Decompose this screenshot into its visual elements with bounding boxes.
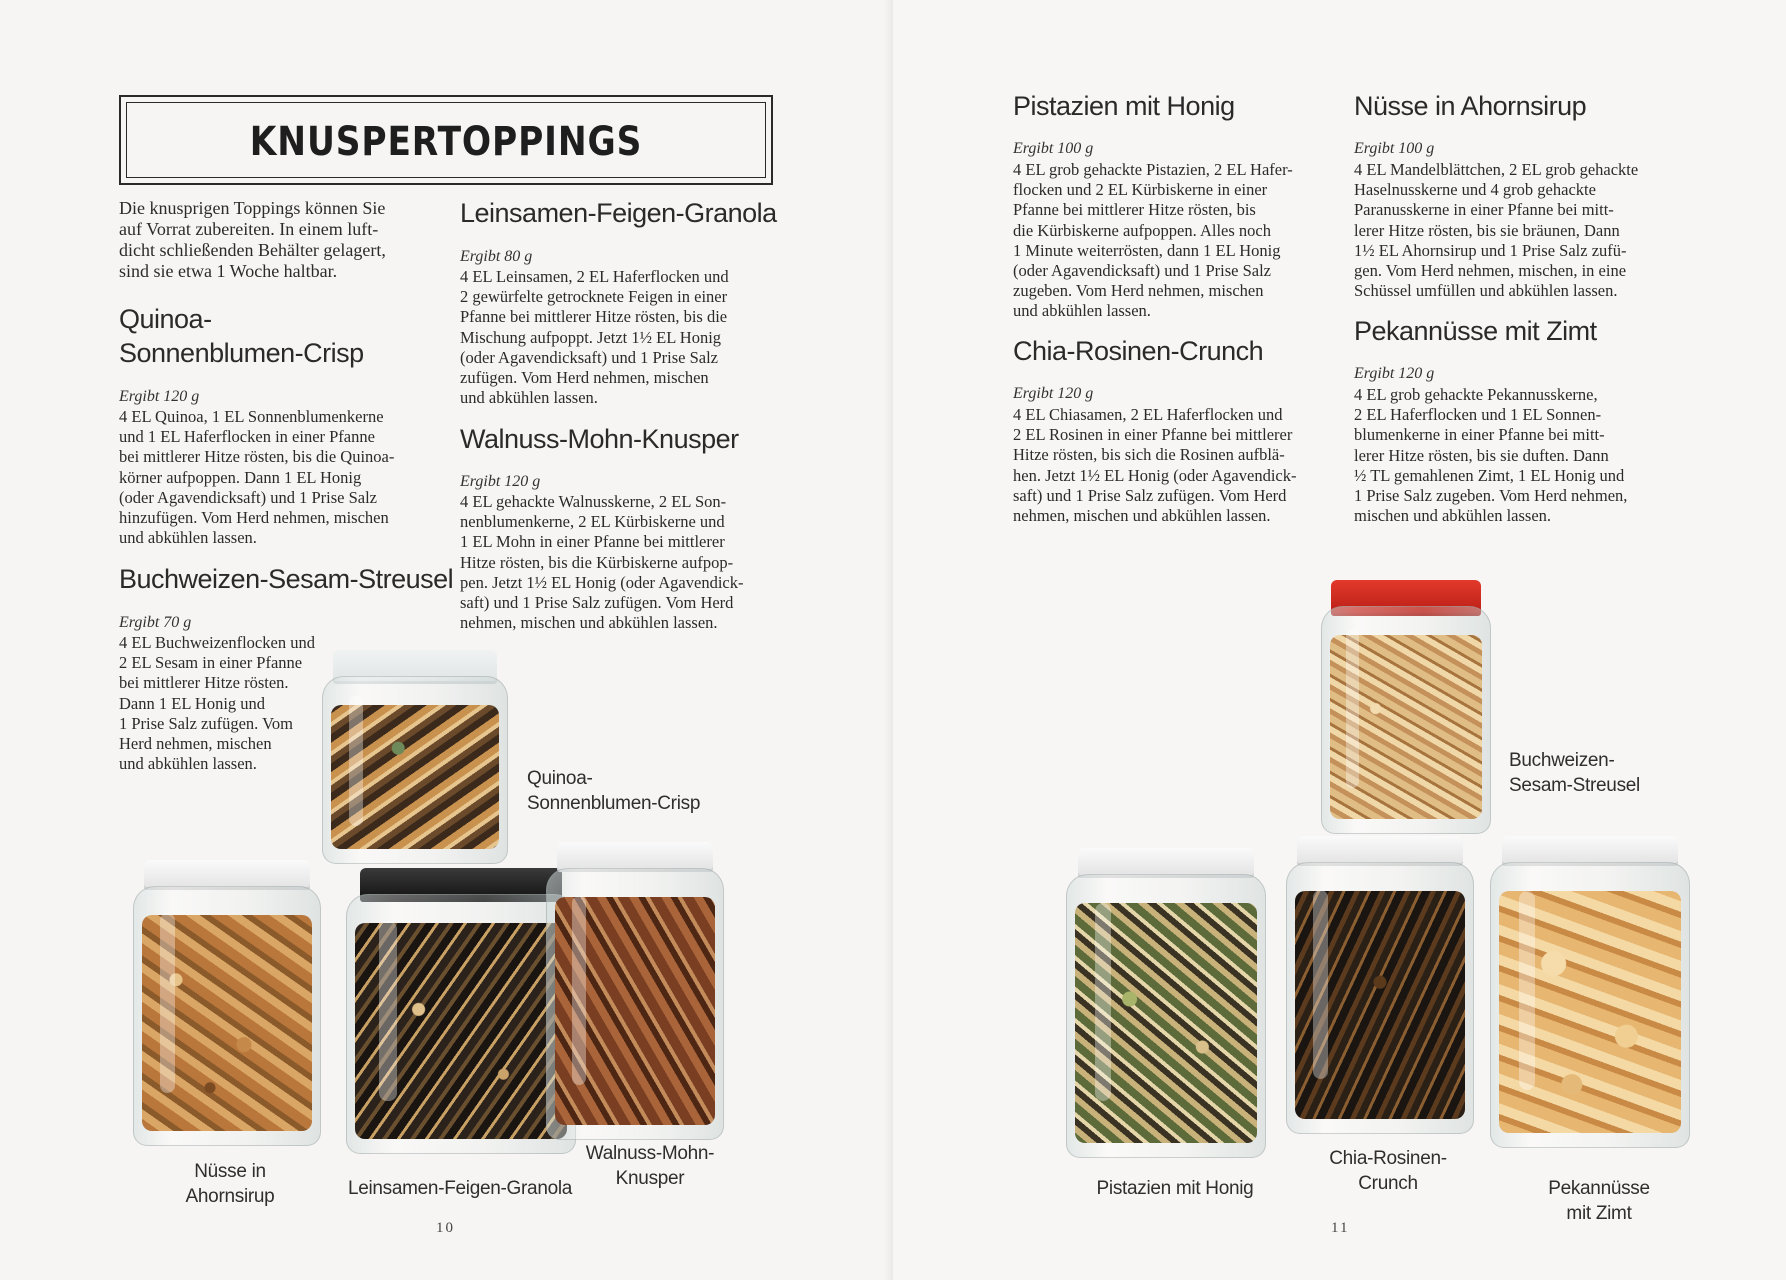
recipe-body-chia: 4 EL Chiasamen, 2 EL Haferflocken und 2 EL Rosinen in einer Pfanne bei mittlerer Hitze rösten, bis sich die Rosinen aufblä- hen. Jetzt 1½ EL Honig (oder Agavendick- saft) und 1 Prise Salz zufügen. Vom Herd nehmen, mischen und abkühlen lassen. xyxy=(1013,405,1297,526)
recipe-heading-leinsamen: Leinsamen-Feigen-Granola xyxy=(460,198,777,228)
recipe-heading-quinoa: Quinoa- Sonnenblumen-Crisp xyxy=(119,304,364,368)
jar-glass xyxy=(346,894,576,1154)
recipe-heading-ahornsirup: Nüsse in Ahornsirup xyxy=(1354,91,1587,121)
recipe-body-buchweizen: 4 EL Buchweizenflocken und 2 EL Sesam in einer Pfanne bei mittlerer Hitze rösten. Dann 1 EL Honig und 1 Prise Salz zufügen. Vom Herd nehmen, mischen und abkühlen lassen. xyxy=(119,633,315,774)
jar-contents-leinsamen xyxy=(355,923,567,1139)
recipe-body-pistazien: 4 EL grob gehackte Pistazien, 2 EL Hafer- flocken und 2 EL Kürbiskerne in einer Pfanne bei mittlerer Hitze rösten, bis die Kürbiskerne aufpoppen. Alles noch 1 Minute weiterrösten, dann 1 EL Honig (oder Agavendicksaft) und 1 Prise Salz zugeben. Vom Herd nehmen, mischen und abkühlen lassen. xyxy=(1013,160,1293,321)
jar-glass xyxy=(1066,874,1266,1158)
jar-glass xyxy=(133,886,321,1146)
jar-nuesse xyxy=(133,860,321,1146)
recipe-body-walnuss: 4 EL gehackte Walnusskerne, 2 EL Son- nenblumenkerne, 2 EL Kürbiskerne und 1 EL Mohn in einer Pfanne bei mittlerer Hitze rösten, bis die Kürbiskerne aufpop- pen. Jetzt 1½ EL Honig (oder Agavendick- saft) und 1 Prise Salz zufügen. Vom Herd nehmen, mischen und abkühlen lassen. xyxy=(460,492,744,633)
jar-pekan xyxy=(1490,836,1690,1148)
caption-quinoa: Quinoa- Sonnenblumen-Crisp xyxy=(527,768,701,814)
recipe-yield-leinsamen: Ergibt 80 g xyxy=(460,248,533,265)
caption-buchweizen: Buchweizen- Sesam-Streusel xyxy=(1509,750,1640,796)
caption-nuesse: Nüsse in Ahornsirup xyxy=(185,1161,275,1207)
jar-contents-pistazien xyxy=(1075,903,1257,1143)
recipe-heading-pistazien: Pistazien mit Honig xyxy=(1013,91,1235,121)
jar-contents-quinoa xyxy=(331,705,499,849)
recipe-yield-chia: Ergibt 120 g xyxy=(1013,385,1094,402)
recipe-yield-ahornsirup: Ergibt 100 g xyxy=(1354,140,1435,157)
jar-quinoa xyxy=(322,650,508,864)
recipe-yield-pekan: Ergibt 120 g xyxy=(1354,365,1435,382)
recipe-heading-walnuss: Walnuss-Mohn-Knusper xyxy=(460,424,739,454)
caption-chia: Chia-Rosinen- Crunch xyxy=(1329,1148,1447,1194)
title-box xyxy=(119,95,773,185)
page-title: KNUSPERTOPPINGS xyxy=(249,119,643,165)
page-number-right: 11 xyxy=(1331,1220,1350,1236)
caption-leinsamen: Leinsamen-Feigen-Granola xyxy=(347,1178,573,1199)
jar-walnuss xyxy=(546,842,724,1140)
recipe-yield-buchweizen: Ergibt 70 g xyxy=(119,614,192,631)
recipe-body-quinoa: 4 EL Quinoa, 1 EL Sonnenblumenkerne und 1 EL Haferflocken in einer Pfanne bei mittlerer Hitze rösten, bis die Quinoa- körner aufpoppen. Dann 1 EL Honig (oder Agavendicksaft) und 1 Prise Salz hinzufügen. Vom Herd nehmen, mischen und abkühlen lassen. xyxy=(119,407,395,548)
jar-contents-walnuss xyxy=(555,897,715,1125)
jar-pistazien xyxy=(1066,848,1266,1158)
jar-contents-nuesse xyxy=(142,915,312,1131)
intro-text: Die knusprigen Toppings können Sie auf Vorrat zubereiten. In einem luft- dicht schließenden Behälter gelagert, sind sie etwa 1 Woche haltbar. xyxy=(119,198,386,281)
recipe-body-ahornsirup: 4 EL Mandelblättchen, 2 EL grob gehackte Haselnusskerne und 4 grob gehackte Paranusskerne in einer Pfanne bei mitt- lerer Hitze rösten, bis sie bräunen, Dann 1½ EL Ahornsirup und 1 Prise Salz zufü- gen. Vom Herd nehmen, mischen, in eine Schüssel umfüllen und abkühlen lassen. xyxy=(1354,160,1639,301)
jar-glass xyxy=(322,676,508,864)
recipe-body-leinsamen: 4 EL Leinsamen, 2 EL Haferflocken und 2 gewürfelte getrocknete Feigen in einer Pfanne bei mittlerer Hitze rösten, bis die Mischung aufpoppt. Jetzt 1½ EL Honig (oder Agavendicksaft) und 1 Prise Salz zufügen. Vom Herd nehmen, mischen und abkühlen lassen. xyxy=(460,267,729,408)
recipe-heading-chia: Chia-Rosinen-Crunch xyxy=(1013,336,1264,366)
recipe-yield-walnuss: Ergibt 120 g xyxy=(460,473,541,490)
jar-glass xyxy=(1490,862,1690,1148)
caption-pekan: Pekannüsse mit Zimt xyxy=(1548,1178,1650,1224)
page-number-left: 10 xyxy=(436,1220,455,1236)
jar-contents-chia xyxy=(1295,891,1465,1119)
jar-leinsamen xyxy=(346,868,576,1154)
jar-buchweizen xyxy=(1321,580,1491,834)
jar-contents-pekan xyxy=(1499,891,1681,1133)
recipe-heading-buchweizen: Buchweizen-Sesam-Streusel xyxy=(119,564,454,594)
recipe-heading-pekan: Pekannüsse mit Zimt xyxy=(1354,316,1597,346)
recipe-yield-quinoa: Ergibt 120 g xyxy=(119,388,200,405)
jar-glass xyxy=(1286,862,1474,1134)
caption-walnuss: Walnuss-Mohn- Knusper xyxy=(585,1143,715,1189)
jar-chia xyxy=(1286,836,1474,1134)
recipe-yield-pistazien: Ergibt 100 g xyxy=(1013,140,1094,157)
recipe-body-pekan: 4 EL grob gehackte Pekannusskerne, 2 EL Haferflocken und 1 EL Sonnen- blumenkerne in einer Pfanne bei mitt- lerer Hitze rösten, bis sie duften. Dann ½ TL gemahlenen Zimt, 1 EL Honig und 1 Prise Salz zugeben. Vom Herd nehmen, mischen und abkühlen lassen. xyxy=(1354,385,1628,526)
jar-contents-buchweizen xyxy=(1330,635,1482,819)
jar-glass xyxy=(546,868,724,1140)
caption-pistazien: Pistazien mit Honig xyxy=(1096,1178,1254,1199)
right-page xyxy=(893,0,1786,1280)
jar-glass xyxy=(1321,606,1491,834)
